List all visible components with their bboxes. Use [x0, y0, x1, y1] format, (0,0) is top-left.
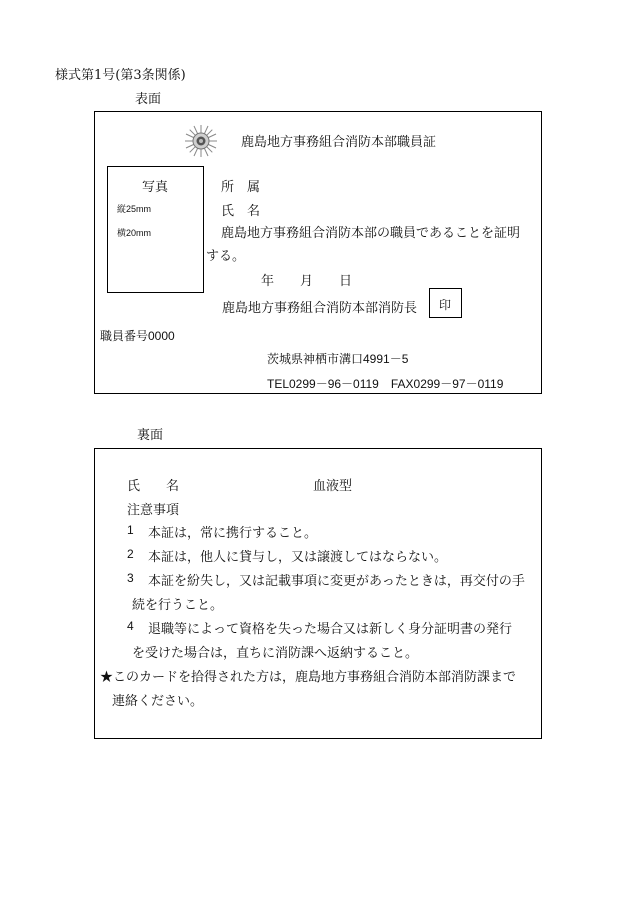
photo-height-label: 縦25mm [117, 204, 152, 214]
card-title: 鹿島地方事務組合消防本部職員証 [241, 135, 437, 150]
photo-width-label: 横20mm [117, 228, 152, 238]
note-text-continued: 続を行うこと。 [132, 598, 224, 613]
note-text: 退職等によって資格を失った場合又は新しく身分証明書の発行 [148, 622, 513, 637]
note-text: 本証を紛失し，又は記載事項に変更があったときは，再交付の手 [148, 574, 525, 589]
certification-text-line1: 鹿島地方事務組合消防本部の職員であることを証明 [221, 226, 521, 241]
note-number: 4 [127, 619, 134, 633]
note-number: 2 [127, 547, 134, 561]
blood-type-label: 血液型 [313, 479, 353, 494]
note-text-continued: を受けた場合は，直ちに消防課へ返納すること。 [132, 646, 419, 661]
back-side-label: 裏面 [137, 428, 164, 443]
found-card-notice-continued: 連絡ください。 [112, 694, 204, 709]
note-text: 本証は，他人に貸与し，又は譲渡してはならない。 [148, 550, 448, 565]
back-name-label: 氏 名 [127, 479, 180, 494]
fire-department-emblem-icon [184, 124, 218, 158]
notes-title: 注意事項 [127, 503, 180, 518]
issue-date-line: 年 月 日 [261, 274, 353, 289]
note-text: 本証は，常に携行すること。 [148, 526, 318, 541]
form-number: 様式第1号(第3条関係) [55, 68, 186, 83]
staff-number: 職員番号0000 [100, 329, 175, 343]
department-address: 茨城県神栖市溝口4991－5 [267, 352, 409, 366]
photo-title: 写真 [142, 180, 169, 195]
note-number: 3 [127, 571, 134, 585]
found-card-notice: ★このカードを拾得された方は，鹿島地方事務組合消防本部消防課まで [100, 670, 517, 685]
note-number: 1 [127, 523, 134, 537]
issuer-name: 鹿島地方事務組合消防本部消防長 [222, 301, 418, 316]
front-side-label: 表面 [135, 92, 162, 107]
name-label: 氏 名 [221, 204, 261, 219]
department-contact: TEL0299－96－0119 FAX0299－97－0119 [267, 377, 504, 391]
affiliation-label: 所 属 [221, 180, 261, 195]
certification-text-line2: する。 [206, 249, 246, 264]
seal-mark: 印 [439, 298, 452, 312]
